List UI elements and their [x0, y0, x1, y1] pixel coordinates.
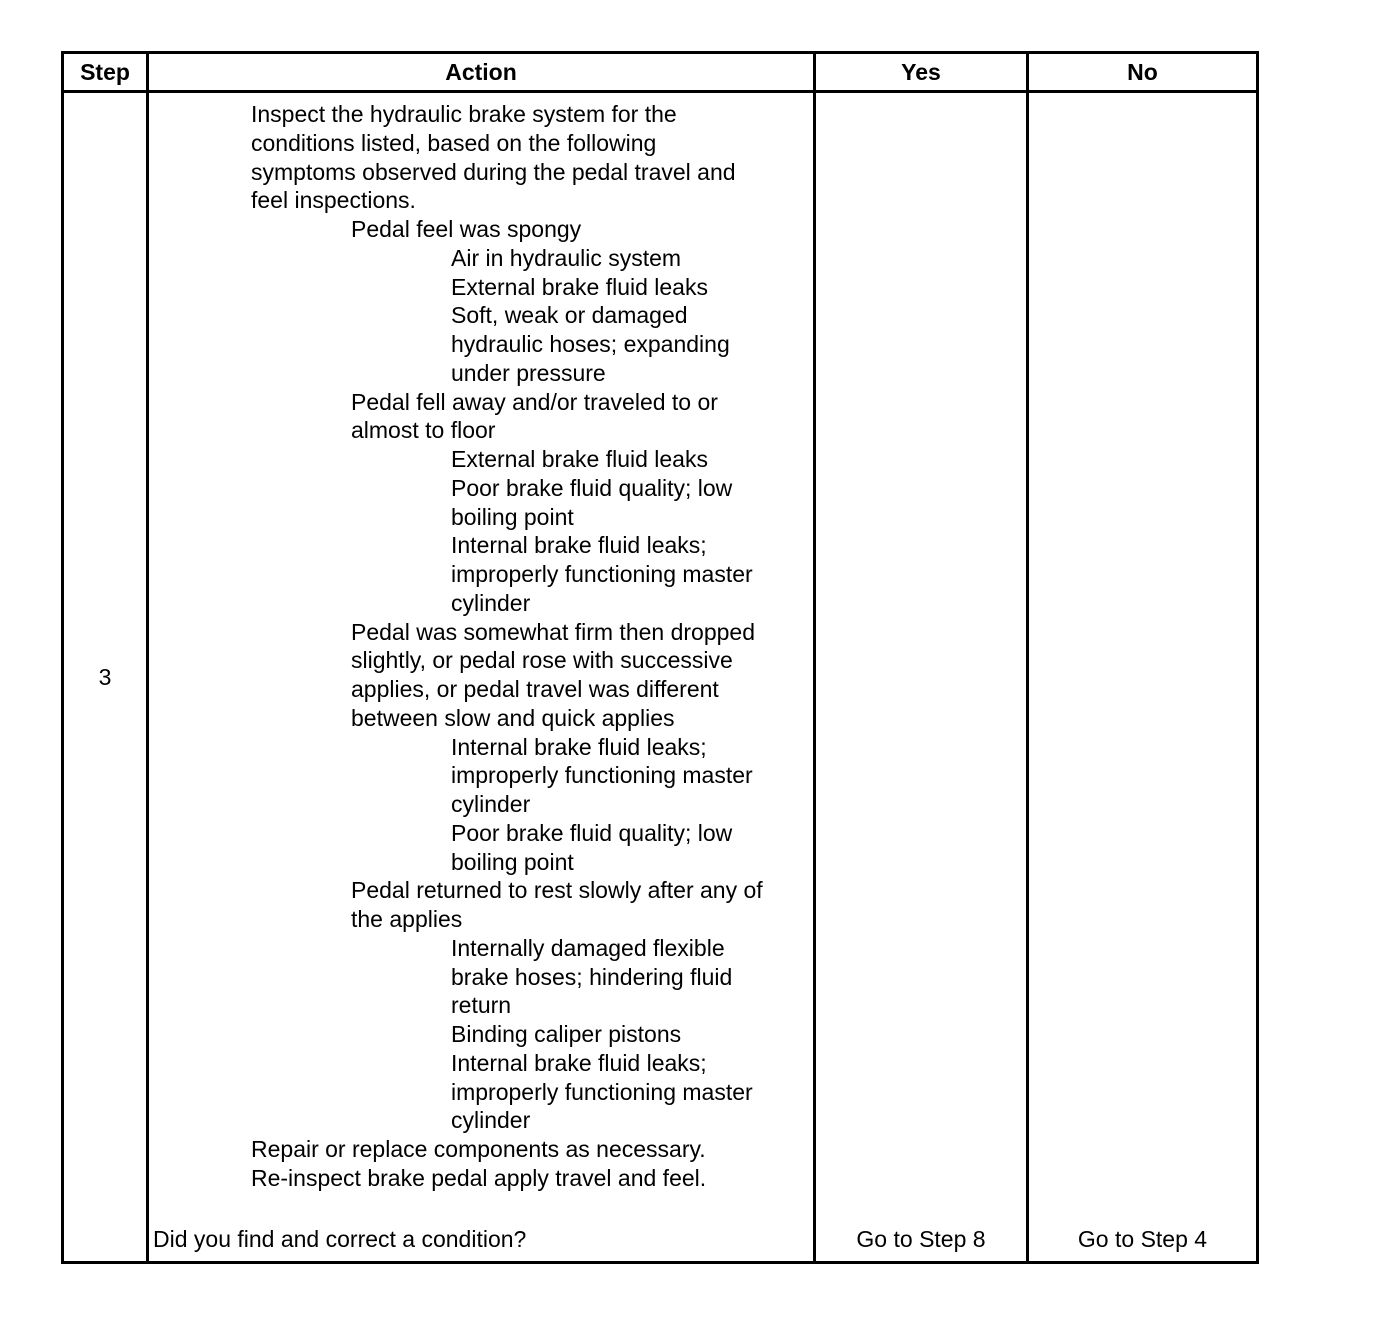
- action-line: Pedal feel was spongy: [351, 216, 582, 242]
- action-line: Soft, weak or damaged: [451, 302, 688, 329]
- action-line: the applies: [351, 906, 463, 932]
- yes-result: Go to Step 8: [856, 1226, 986, 1252]
- action-line: boiling point: [451, 503, 574, 530]
- action-line: Internal brake fluid leaks;: [451, 733, 707, 760]
- header-row: [63, 53, 1258, 92]
- action-line: Air in hydraulic system: [451, 244, 682, 271]
- header-yes: Yes: [815, 53, 1028, 92]
- action-question: Did you find and correct a condition?: [153, 1226, 527, 1252]
- header-no: No: [1028, 53, 1258, 92]
- action-line: improperly functioning master: [451, 1078, 753, 1105]
- action-line: slightly, or pedal rose with successive: [351, 647, 733, 674]
- step-number: 3: [63, 92, 148, 1263]
- action-line: improperly functioning master: [451, 762, 753, 789]
- action-line: Pedal was somewhat firm then dropped: [351, 618, 755, 645]
- action-line: cylinder: [451, 791, 531, 817]
- action-line: applies, or pedal travel was different: [351, 676, 719, 702]
- action-line: conditions listed, based on the following: [251, 129, 657, 156]
- header-action: Action: [148, 53, 815, 92]
- action-line: Internally damaged flexible: [451, 934, 725, 961]
- action-line: External brake fluid leaks: [451, 273, 708, 300]
- action-cell: [148, 92, 815, 1263]
- action-line: External brake fluid leaks: [451, 446, 708, 472]
- header-step: Step: [63, 53, 148, 92]
- action-line: boiling point: [451, 848, 574, 875]
- action-line: Internal brake fluid leaks;: [451, 532, 707, 559]
- action-line: Internal brake fluid leaks;: [451, 1049, 707, 1076]
- action-line: Poor brake fluid quality; low: [451, 819, 733, 846]
- action-line: hydraulic hoses; expanding: [451, 331, 730, 357]
- diagnostic-table: [61, 51, 1259, 1264]
- action-line: return: [451, 992, 512, 1019]
- no-cell: [1028, 92, 1258, 1263]
- action-list: [149, 93, 813, 1193]
- table-row: [63, 92, 1258, 1263]
- action-line: Pedal fell away and/or traveled to or: [351, 388, 718, 415]
- action-line: Poor brake fluid quality; low: [451, 474, 733, 501]
- action-line: symptoms observed during the pedal travel and: [251, 158, 736, 185]
- action-line: Binding caliper pistons: [451, 1021, 682, 1047]
- action-line: brake hoses; hindering fluid: [451, 963, 733, 990]
- action-line: Inspect the hydraulic brake system for the: [251, 101, 677, 127]
- action-line: cylinder: [451, 589, 531, 616]
- action-line: Repair or replace components as necessary.: [251, 1136, 706, 1162]
- action-line: almost to floor: [351, 417, 496, 444]
- action-line: feel inspections.: [251, 187, 416, 214]
- no-result: Go to Step 4: [1077, 1226, 1208, 1252]
- yes-cell: [815, 92, 1028, 1263]
- action-line: cylinder: [451, 1107, 531, 1134]
- action-line: under pressure: [451, 359, 606, 386]
- action-line: Re-inspect brake pedal apply travel and feel.: [251, 1164, 707, 1191]
- action-line: Pedal returned to rest slowly after any of: [351, 877, 763, 904]
- action-line: between slow and quick applies: [351, 704, 675, 731]
- action-line: improperly functioning master: [451, 561, 753, 587]
